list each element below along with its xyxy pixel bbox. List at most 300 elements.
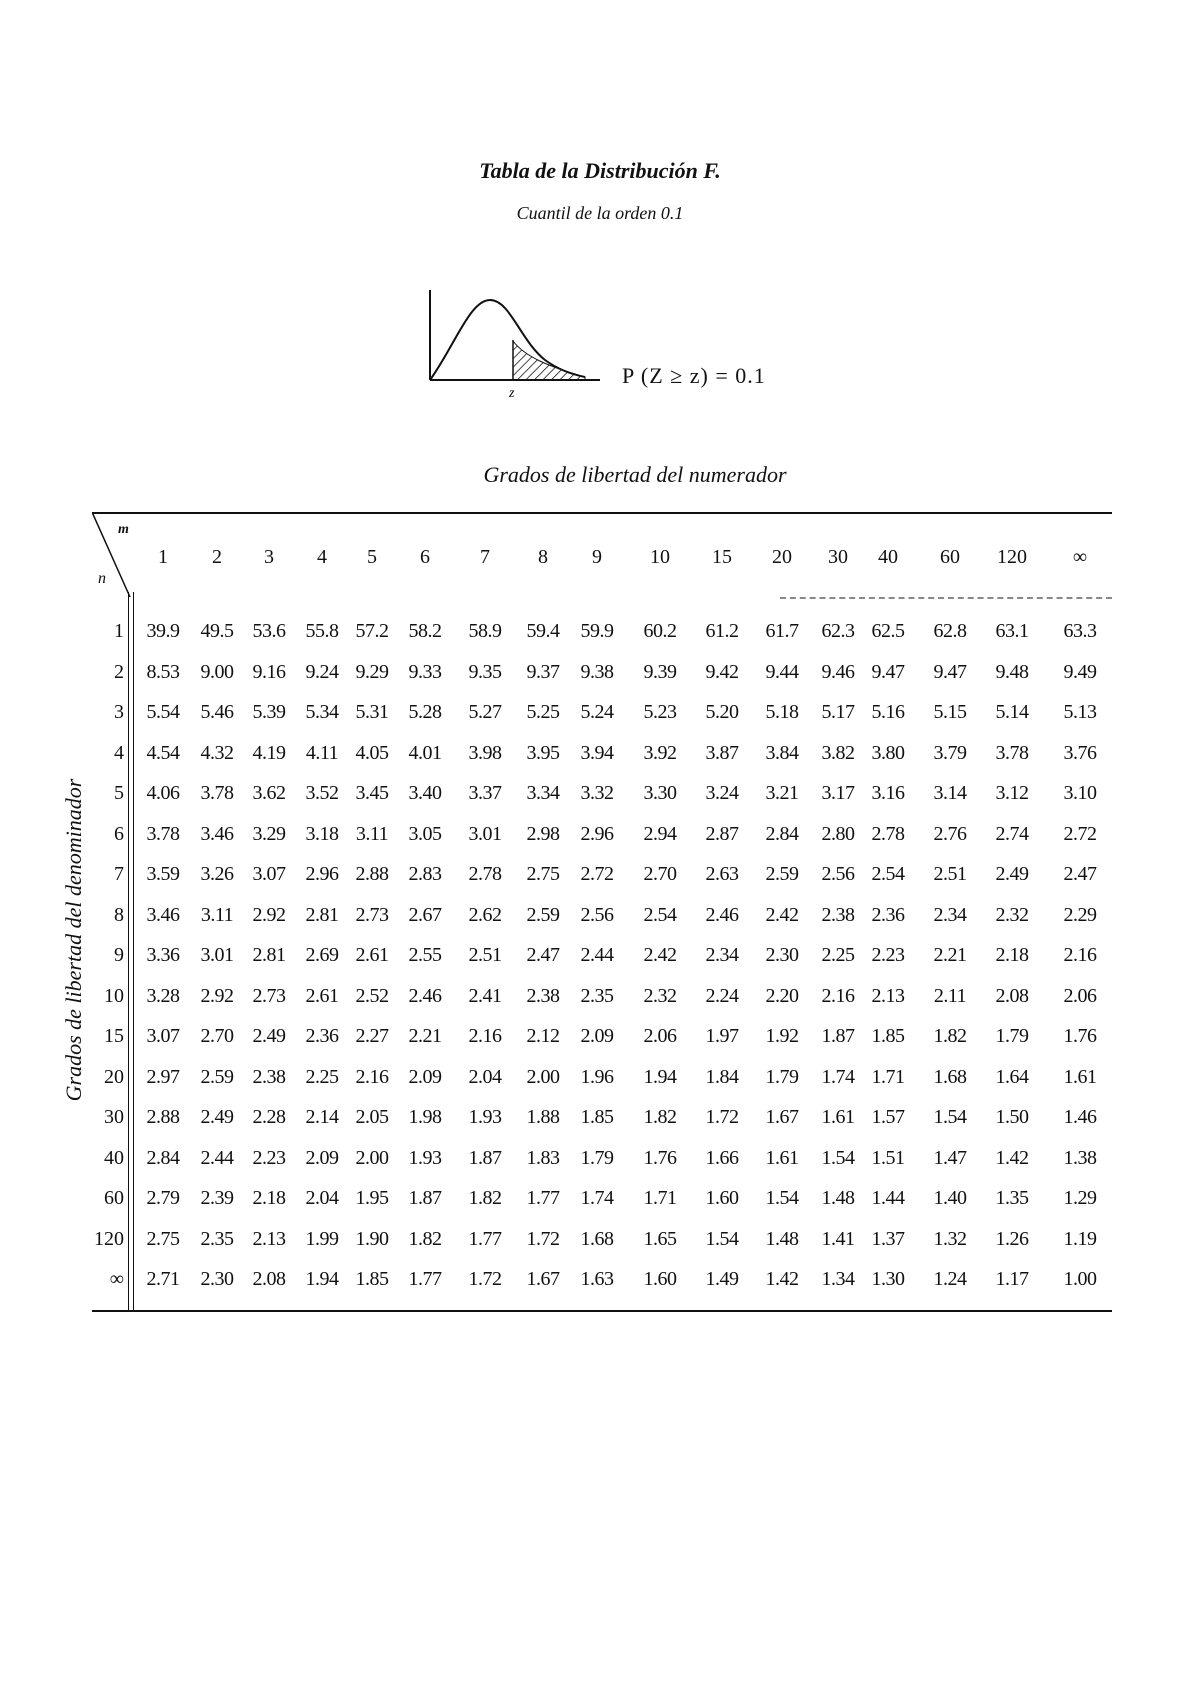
table-cell: 3.82 — [821, 742, 855, 764]
density-curve — [430, 300, 585, 380]
table-cell: 1.82 — [933, 1025, 967, 1047]
table-cell: 1.38 — [1063, 1147, 1097, 1169]
table-cell: 2.25 — [821, 944, 855, 966]
table-cell: 1.79 — [580, 1147, 614, 1169]
table-cell: 1.54 — [821, 1147, 855, 1169]
table-cell: 1.60 — [705, 1187, 739, 1209]
table-cell: 9.47 — [933, 661, 967, 683]
row-header: 6 — [114, 823, 124, 845]
table-cell: 2.47 — [1063, 863, 1097, 885]
table-cell: 3.16 — [871, 782, 905, 804]
table-cell: 2.92 — [200, 985, 234, 1007]
table-cell: 1.44 — [871, 1187, 905, 1209]
table-cell: 5.34 — [305, 701, 339, 723]
table-cell: 5.31 — [355, 701, 389, 723]
table-cell: 5.46 — [200, 701, 234, 723]
table-cell: 9.46 — [821, 661, 855, 683]
table-cell: 2.29 — [1063, 904, 1097, 926]
table-cell: 1.97 — [705, 1025, 739, 1047]
table-cell: 9.00 — [200, 661, 234, 683]
table-cell: 1.72 — [705, 1106, 739, 1128]
table-cell: 1.94 — [305, 1268, 339, 1290]
table-cell: 4.32 — [200, 742, 234, 764]
table-cell: 61.2 — [705, 620, 739, 642]
table-cell: 9.39 — [643, 661, 677, 683]
table-cell: 2.09 — [580, 1025, 614, 1047]
row-header: 5 — [114, 782, 124, 804]
table-cell: 3.92 — [643, 742, 677, 764]
table-cell: 2.21 — [933, 944, 967, 966]
table-cell: 1.34 — [821, 1268, 855, 1290]
table-cell: 2.51 — [933, 863, 967, 885]
table-cell: 2.72 — [580, 863, 614, 885]
table-cell: 2.71 — [146, 1268, 180, 1290]
table-cell: 3.98 — [468, 742, 502, 764]
table-cell: 2.00 — [526, 1066, 560, 1088]
table-cell: 2.75 — [526, 863, 560, 885]
table-cell: 2.42 — [765, 904, 799, 926]
table-cell: 3.07 — [252, 863, 286, 885]
column-header: 3 — [264, 546, 274, 568]
table-cell: 3.11 — [200, 904, 234, 926]
table-cell: 3.78 — [146, 823, 180, 845]
table-cell: 4.06 — [146, 782, 180, 804]
table-cell: 1.32 — [933, 1228, 967, 1250]
table-cell: 3.32 — [580, 782, 614, 804]
table-cell: 4.05 — [355, 742, 389, 764]
table-cell: 3.01 — [468, 823, 502, 845]
table-cell: 3.14 — [933, 782, 967, 804]
table-cell: 4.01 — [408, 742, 442, 764]
table-cell: 1.46 — [1063, 1106, 1097, 1128]
table-cell: 58.9 — [468, 620, 502, 642]
table-cell: 2.20 — [765, 985, 799, 1007]
numerator-axis-label — [0, 462, 1200, 488]
table-cell: 2.30 — [765, 944, 799, 966]
table-cell: 1.96 — [580, 1066, 614, 1088]
corner-n-label: n — [98, 570, 106, 587]
row-header: 9 — [114, 944, 124, 966]
table-cell: 2.59 — [765, 863, 799, 885]
table-cell: 1.79 — [765, 1066, 799, 1088]
table-cell: 55.8 — [305, 620, 339, 642]
table-cell: 1.47 — [933, 1147, 967, 1169]
table-cell: 1.54 — [765, 1187, 799, 1209]
table-cell: 3.11 — [355, 823, 389, 845]
column-header: 6 — [420, 546, 430, 568]
table-cell: 1.60 — [643, 1268, 677, 1290]
table-cell: 5.18 — [765, 701, 799, 723]
table-cell: 3.10 — [1063, 782, 1097, 804]
table-cell: 3.12 — [995, 782, 1029, 804]
table-cell: 2.16 — [355, 1066, 389, 1088]
table-cell: 2.18 — [995, 944, 1029, 966]
row-header: ∞ — [109, 1268, 124, 1290]
column-header: 7 — [480, 546, 490, 568]
table-cell: 1.74 — [580, 1187, 614, 1209]
table-cell: 1.87 — [821, 1025, 855, 1047]
table-cell: 1.24 — [933, 1268, 967, 1290]
table-cell: 2.38 — [821, 904, 855, 926]
table-cell: 1.90 — [355, 1228, 389, 1250]
column-header: 40 — [878, 546, 898, 568]
table-cell: 59.9 — [580, 620, 614, 642]
table-cell: 2.52 — [355, 985, 389, 1007]
table-cell: 9.37 — [526, 661, 560, 683]
table-cell: 63.3 — [1063, 620, 1097, 642]
table-cell: 58.2 — [408, 620, 442, 642]
table-cell: 1.85 — [355, 1268, 389, 1290]
table-cell: 1.48 — [821, 1187, 855, 1209]
table-cell: 1.87 — [468, 1147, 502, 1169]
table-cell: 3.46 — [200, 823, 234, 845]
table-cell: 2.73 — [355, 904, 389, 926]
table-cell: 1.17 — [995, 1268, 1029, 1290]
row-header: 120 — [94, 1228, 124, 1250]
column-header: 60 — [940, 546, 960, 568]
table-cell: 2.55 — [408, 944, 442, 966]
table-cell: 2.09 — [305, 1147, 339, 1169]
table-cell: 2.16 — [1063, 944, 1097, 966]
table-cell: 2.44 — [200, 1147, 234, 1169]
table-cell: 1.72 — [526, 1228, 560, 1250]
table-cell: 3.76 — [1063, 742, 1097, 764]
table-cell: 2.61 — [355, 944, 389, 966]
table-cell: 2.67 — [408, 904, 442, 926]
table-cell: 1.85 — [580, 1106, 614, 1128]
table-cell: 1.68 — [580, 1228, 614, 1250]
table-cell: 5.14 — [995, 701, 1029, 723]
corner-m-label: m — [118, 522, 129, 537]
table-cell: 1.61 — [1063, 1066, 1097, 1088]
table-cell: 2.88 — [355, 863, 389, 885]
table-cell: 1.42 — [995, 1147, 1029, 1169]
table-cell: 1.40 — [933, 1187, 967, 1209]
table-cell: 2.61 — [305, 985, 339, 1007]
table-cell: 2.42 — [643, 944, 677, 966]
table-cell: 1.82 — [408, 1228, 442, 1250]
table-bottom-rule — [92, 1310, 1112, 1312]
table-cell: 1.98 — [408, 1106, 442, 1128]
table-cell: 1.64 — [995, 1066, 1029, 1088]
table-cell: 3.94 — [580, 742, 614, 764]
table-cell: 3.95 — [526, 742, 560, 764]
table-cell: 1.61 — [765, 1147, 799, 1169]
table-cell: 3.30 — [643, 782, 677, 804]
table-cell: 2.56 — [821, 863, 855, 885]
table-cell: 1.63 — [580, 1268, 614, 1290]
table-top-rule — [92, 512, 1112, 514]
table-cell: 2.69 — [305, 944, 339, 966]
table-cell: 1.57 — [871, 1106, 905, 1128]
table-cell: 9.35 — [468, 661, 502, 683]
table-cell: 3.24 — [705, 782, 739, 804]
table-cell: 3.40 — [408, 782, 442, 804]
table-cell: 3.78 — [200, 782, 234, 804]
table-cell: 3.36 — [146, 944, 180, 966]
table-cell: 2.98 — [526, 823, 560, 845]
table-cell: 5.39 — [252, 701, 286, 723]
f-distribution-diagram — [425, 285, 605, 405]
table-cell: 1.68 — [933, 1066, 967, 1088]
table-cell: 4.19 — [252, 742, 286, 764]
table-cell: 2.38 — [526, 985, 560, 1007]
table-cell: 5.16 — [871, 701, 905, 723]
table-cell: 2.35 — [200, 1228, 234, 1250]
table-cell: 3.59 — [146, 863, 180, 885]
table-cell: 2.21 — [408, 1025, 442, 1047]
table-cell: 2.35 — [580, 985, 614, 1007]
page-subtitle: Cuantil de la orden 0.1 — [516, 203, 684, 223]
table-cell: 3.80 — [871, 742, 905, 764]
table-cell: 2.80 — [821, 823, 855, 845]
table-cell: 1.79 — [995, 1025, 1029, 1047]
table-cell: 60.2 — [643, 620, 677, 642]
row-header: 20 — [104, 1066, 124, 1088]
table-cell: 2.74 — [995, 823, 1029, 845]
table-cell: 2.78 — [468, 863, 502, 885]
table-cell: 2.27 — [355, 1025, 389, 1047]
table-cell: 2.12 — [526, 1025, 560, 1047]
table-cell: 3.29 — [252, 823, 286, 845]
table-cell: 5.17 — [821, 701, 855, 723]
column-header: 10 — [650, 546, 670, 568]
table-cell: 1.41 — [821, 1228, 855, 1250]
table-cell: 5.15 — [933, 701, 967, 723]
table-cell: 1.71 — [643, 1187, 677, 1209]
table-cell: 5.28 — [408, 701, 442, 723]
table-cell: 2.97 — [146, 1066, 180, 1088]
table-cell: 2.75 — [146, 1228, 180, 1250]
table-cell: 2.96 — [580, 823, 614, 845]
table-cell: 1.77 — [468, 1228, 502, 1250]
row-header: 15 — [104, 1025, 124, 1047]
table-cell: 1.83 — [526, 1147, 560, 1169]
table-cell: 1.93 — [408, 1147, 442, 1169]
table-cell: 2.06 — [1063, 985, 1097, 1007]
table-cell: 1.99 — [305, 1228, 339, 1250]
table-cell: 1.77 — [408, 1268, 442, 1290]
column-header: 20 — [772, 546, 792, 568]
table-cell: 1.48 — [765, 1228, 799, 1250]
table-cell: 39.9 — [146, 620, 180, 642]
table-cell: 1.95 — [355, 1187, 389, 1209]
probability-label: P (Z ≥ z) = 0.1 — [622, 363, 766, 388]
table-cell: 2.30 — [200, 1268, 234, 1290]
table-cell: 2.39 — [200, 1187, 234, 1209]
table-cell: 1.72 — [468, 1268, 502, 1290]
table-cell: 1.54 — [705, 1228, 739, 1250]
table-cell: 3.26 — [200, 863, 234, 885]
table-cell: 2.34 — [705, 944, 739, 966]
table-cell: 5.54 — [146, 701, 180, 723]
table-cell: 2.36 — [871, 904, 905, 926]
row-header: 10 — [104, 985, 124, 1007]
table-cell: 2.62 — [468, 904, 502, 926]
row-header: 40 — [104, 1147, 124, 1169]
table-cell: 2.46 — [408, 985, 442, 1007]
table-cell: 1.29 — [1063, 1187, 1097, 1209]
column-header: 120 — [997, 546, 1027, 568]
table-cell: 2.84 — [146, 1147, 180, 1169]
table-cell: 1.61 — [821, 1106, 855, 1128]
table-cell: 2.49 — [200, 1106, 234, 1128]
table-cell: 2.11 — [933, 985, 967, 1007]
table-cell: 3.18 — [305, 823, 339, 845]
table-cell: 4.11 — [305, 742, 339, 764]
table-cell: 5.23 — [643, 701, 677, 723]
table-cell: 2.70 — [200, 1025, 234, 1047]
table-cell: 1.84 — [705, 1066, 739, 1088]
table-cell: 2.23 — [871, 944, 905, 966]
table-cell: 2.47 — [526, 944, 560, 966]
table-cell: 1.19 — [1063, 1228, 1097, 1250]
table-cell: 9.16 — [252, 661, 286, 683]
table-cell: 2.79 — [146, 1187, 180, 1209]
z-label: z — [509, 386, 515, 401]
table-cell: 2.49 — [995, 863, 1029, 885]
column-header: 5 — [367, 546, 377, 568]
table-cell: 2.24 — [705, 985, 739, 1007]
table-cell: 2.84 — [765, 823, 799, 845]
table-cell: 2.70 — [643, 863, 677, 885]
table-cell: 9.33 — [408, 661, 442, 683]
table-cell: 2.09 — [408, 1066, 442, 1088]
table-cell: 3.45 — [355, 782, 389, 804]
column-header: 4 — [317, 546, 327, 568]
table-cell: 1.94 — [643, 1066, 677, 1088]
table-cell: 1.77 — [526, 1187, 560, 1209]
table-cell: 2.16 — [468, 1025, 502, 1047]
table-cell: 2.54 — [871, 863, 905, 885]
table-cell: 2.16 — [821, 985, 855, 1007]
table-cell: 1.54 — [933, 1106, 967, 1128]
row-header: 7 — [114, 863, 124, 885]
column-header: 8 — [538, 546, 548, 568]
table-cell: 1.74 — [821, 1066, 855, 1088]
column-header: 2 — [212, 546, 222, 568]
table-cell: 2.08 — [995, 985, 1029, 1007]
row-header: 60 — [104, 1187, 124, 1209]
table-cell: 2.49 — [252, 1025, 286, 1047]
table-cell: 3.21 — [765, 782, 799, 804]
table-cell: 1.50 — [995, 1106, 1029, 1128]
column-header: 30 — [828, 546, 848, 568]
table-cell: 1.93 — [468, 1106, 502, 1128]
table-cell: 2.04 — [468, 1066, 502, 1088]
table-cell: 3.37 — [468, 782, 502, 804]
table-cell: 3.01 — [200, 944, 234, 966]
table-cell: 2.14 — [305, 1106, 339, 1128]
table-cell: 2.32 — [643, 985, 677, 1007]
table-cell: 5.27 — [468, 701, 502, 723]
table-cell: 3.46 — [146, 904, 180, 926]
table-cell: 1.26 — [995, 1228, 1029, 1250]
table-cell: 2.96 — [305, 863, 339, 885]
table-cell: 1.42 — [765, 1268, 799, 1290]
row-header: 4 — [114, 742, 124, 764]
table-cell: 8.53 — [146, 661, 180, 683]
table-cell: 9.47 — [871, 661, 905, 683]
table-cell: 2.51 — [468, 944, 502, 966]
row-header: 3 — [114, 701, 124, 723]
table-cell: 9.44 — [765, 661, 799, 683]
column-header: ∞ — [1072, 546, 1088, 568]
table-cell: 3.87 — [705, 742, 739, 764]
table-cell: 2.46 — [705, 904, 739, 926]
table-cell: 1.35 — [995, 1187, 1029, 1209]
table-cell: 2.04 — [305, 1187, 339, 1209]
table-cell: 2.28 — [252, 1106, 286, 1128]
table-cell: 3.84 — [765, 742, 799, 764]
table-cell: 2.73 — [252, 985, 286, 1007]
table-cell: 63.1 — [995, 620, 1029, 642]
table-cell: 1.49 — [705, 1268, 739, 1290]
table-cell: 1.82 — [643, 1106, 677, 1128]
table-cell: 61.7 — [765, 620, 799, 642]
table-cell: 2.94 — [643, 823, 677, 845]
table-cell: 2.81 — [305, 904, 339, 926]
table-cell: 2.05 — [355, 1106, 389, 1128]
table-cell: 2.08 — [252, 1268, 286, 1290]
table-cell: 1.76 — [1063, 1025, 1097, 1047]
table-cell: 5.24 — [580, 701, 614, 723]
table-cell: 57.2 — [355, 620, 389, 642]
table-cell: 9.24 — [305, 661, 339, 683]
table-cell: 9.48 — [995, 661, 1029, 683]
column-header: 15 — [712, 546, 732, 568]
table-cell: 2.34 — [933, 904, 967, 926]
table-cell: 2.13 — [871, 985, 905, 1007]
table-cell: 1.51 — [871, 1147, 905, 1169]
numerator-axis-text: Grados de libertad del numerador — [483, 462, 787, 487]
table-cell: 1.87 — [408, 1187, 442, 1209]
table-cell: 1.65 — [643, 1228, 677, 1250]
table-cell: 1.76 — [643, 1147, 677, 1169]
table-cell: 2.36 — [305, 1025, 339, 1047]
table-cell: 2.63 — [705, 863, 739, 885]
table-cell: 3.17 — [821, 782, 855, 804]
table-cell: 3.79 — [933, 742, 967, 764]
table-cell: 2.23 — [252, 1147, 286, 1169]
table-cell: 9.42 — [705, 661, 739, 683]
table-cell: 1.67 — [526, 1268, 560, 1290]
table-cell: 2.87 — [705, 823, 739, 845]
table-cell: 2.92 — [252, 904, 286, 926]
table-cell: 9.29 — [355, 661, 389, 683]
table-cell: 3.28 — [146, 985, 180, 1007]
table-cell: 3.78 — [995, 742, 1029, 764]
table-cell: 2.44 — [580, 944, 614, 966]
table-cell: 2.76 — [933, 823, 967, 845]
table-cell: 3.07 — [146, 1025, 180, 1047]
column-header: 1 — [158, 546, 168, 568]
table-cell: 49.5 — [200, 620, 234, 642]
table-cell: 2.56 — [580, 904, 614, 926]
table-cell: 1.71 — [871, 1066, 905, 1088]
page-title: Tabla de la Distribución F. — [479, 158, 721, 183]
table-cell: 2.54 — [643, 904, 677, 926]
table-cell: 1.82 — [468, 1187, 502, 1209]
table-cell: 1.00 — [1063, 1268, 1097, 1290]
table-cell: 2.06 — [643, 1025, 677, 1047]
table-cell: 1.85 — [871, 1025, 905, 1047]
table-cell: 1.66 — [705, 1147, 739, 1169]
row-header: 8 — [114, 904, 124, 926]
table-cell: 5.25 — [526, 701, 560, 723]
row-header: 1 — [114, 620, 124, 642]
table-cell: 3.05 — [408, 823, 442, 845]
